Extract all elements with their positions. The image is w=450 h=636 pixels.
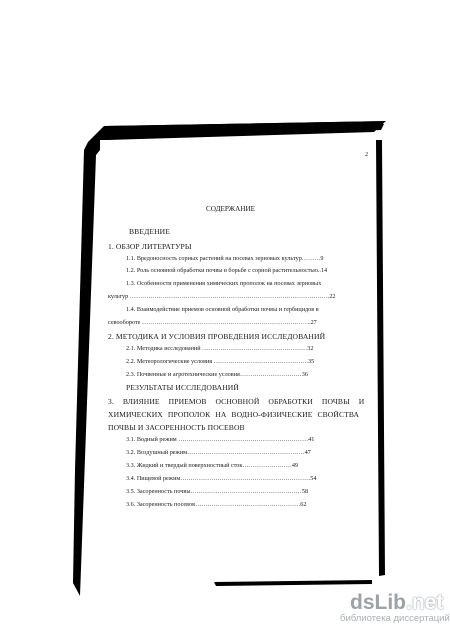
toc-item-3-5: 3.5. Засоренность почвы………………………………………………58 [126,488,309,495]
toc-item-3-2: 3.2. Воздушный режим…………………………………………………47 [126,449,311,456]
page-number: 2 [365,151,369,158]
watermark-logo-main: dsLib [350,591,406,614]
toc-item-1-3-cont: культур …………………………………………………………………………………….22 [108,293,336,300]
toc-chapter-3: 3. ВЛИЯНИЕ ПРИЕМОВ ОСНОВНОЙ ОБРАБОТКИ ПОЧВЫ И [108,397,365,406]
toc-item-1-4-cont: севообороте ……………………………………………………………………….27 [108,319,317,326]
toc-item-3-3: 3.3. Жидкий и твердый поверхностный сток……………………49 [126,462,299,469]
watermark-logo [350,592,443,613]
toc-heading: СОДЕРЖАНИЕ [206,205,256,213]
toc-intro: ВВЕДЕНИЕ [129,227,170,236]
toc-results: РЕЗУЛЬТАТЫ ИССЛЕДОВАНИЙ [126,383,239,392]
toc-item-1-4: 1.4. Взаимодействие приемов основной обработки почвы и гербицидов в [126,306,319,313]
toc-item-1-2: 1.2. Роль основной обработки почвы в борьбе с сорной растительностью..14 [126,267,328,274]
toc-item-3-4: 3.4. Пищевой режим………………………………………………………54 [126,475,317,482]
toc-chapter-1: 1. ОБЗОР ЛИТЕРАТУРЫ [108,242,192,251]
toc-chapter-3-line-2: ХИМИЧЕСКИХ ПРОПОЛОК НА ВОДНО-ФИЗИЧЕСКИЕ СВОЙСТВА [108,410,360,419]
toc-item-2-2: 2.2. Метеорологические условия ……………………………………….35 [126,358,315,365]
toc-item-1-3: 1.3. Особенности применения химических прополок на посевах зерновых [126,280,322,287]
watermark-logo-tld: .net [406,591,444,614]
toc-item-1-1: 1.1. Вредоносность сорных растений на посевах зерновых культур………9 [126,255,324,262]
toc-item-2-1: 2.1. Методика исследований ……………………………………………32 [126,345,314,352]
toc-item-3-6: 3.6. Засоренность посевов……………………………………………62 [126,501,307,508]
watermark-tagline: библиотека диссертаций [340,613,450,624]
toc-item-3-1: 3.1. Водный режим ………………………………………………………41 [126,436,315,443]
toc-chapter-3-line-3: ПОЧВЫ И ЗАСОРЕННОСТЬ ПОСЕВОВ [108,423,245,432]
scan-shadow-right [376,140,385,576]
scan-shadow-bottom [214,580,372,586]
toc-item-2-3: 2.3. Почвенные и агротехнические условия…………………………36 [126,371,308,378]
toc-chapter-2: 2. МЕТОДИКА И УСЛОВИЯ ПРОВЕДЕНИЯ ИССЛЕДОВАНИЙ [108,332,326,341]
